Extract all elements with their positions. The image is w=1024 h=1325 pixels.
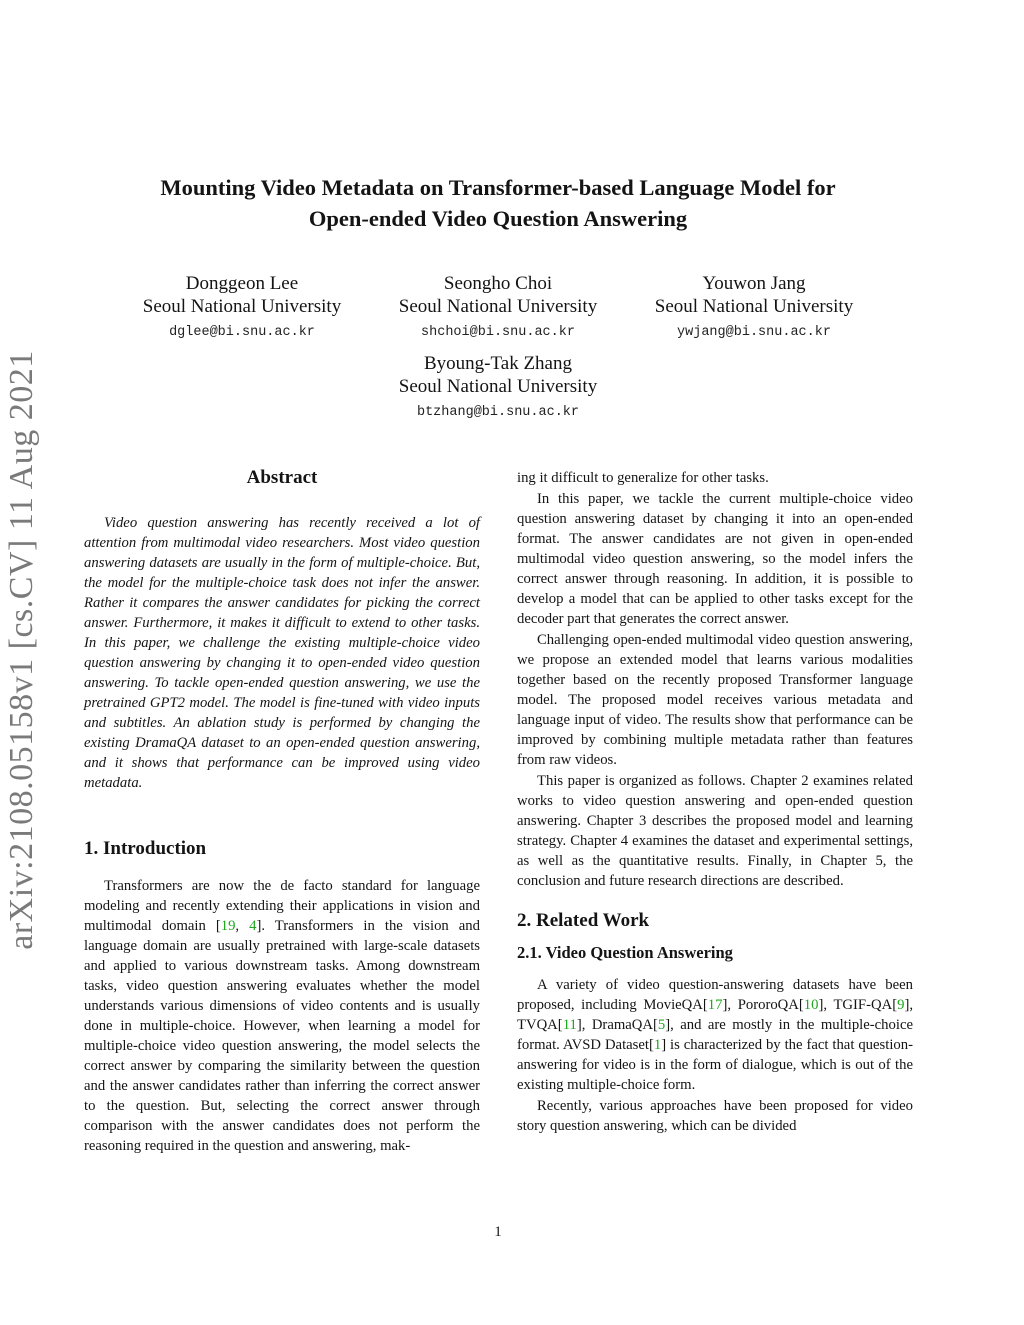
author-name: Youwon Jang — [702, 273, 806, 294]
arxiv-identifier-stamp: arXiv:2108.05158v1 [cs.CV] 11 Aug 2021 — [3, 350, 40, 950]
paper-title — [100, 172, 896, 234]
author-block-3 — [624, 272, 884, 342]
author-institution: Seoul National University — [142, 296, 342, 317]
citation-link[interactable]: 19 — [220, 918, 236, 934]
author-email: shchoi@bi.snu.ac.kr — [421, 325, 575, 340]
intro-heading: 1. Introduction — [84, 838, 207, 859]
author-name: Seongho Choi — [443, 273, 553, 294]
abstract-heading: Abstract — [246, 467, 318, 488]
abstract-text: Video question answering has recently received a lot of attention from multimodal video researchers. Most video question answering datasets are usually in the form of multiple-choice. But, the model for the multiple-choice task does not infer the answer. Rather it compares the answer candidates for picking the correct answer. Furthermore, it makes it difficult to extend to other tasks. In this paper, we challenge the existing multiple-choice video question answering by changing it to open-ended video question answering. To tackle open-ended question answering, we use the pretrained GPT2 model. The model is fine-tuned with video inputs and subtitles. An ablation study is performed by changing the existing DramaQA dataset to an open-ended question answering, and it shows that performance can be improved using video metadata. — [84, 515, 480, 791]
intro-paragraph: In this paper, we tackle the current multiple-choice video question answering dataset by changing it into an open-ended format. The answer candidates are not given in open-ended multimodal video question answering, so the model infers the correct answer through reasoning. In addition, it is possible to develop a model that can be applied to other tasks except for the decoder part that generates the correct answer. — [517, 491, 913, 627]
intro-paragraph: This paper is organized as follows. Chapter 2 examines related works to video question answering and open-ended question answering. Chapter 3 describes the proposed model and learning strategy. Chapter 4 examines the dataset and experimental settings, as well as the quantitative results. Finally, in Chapter 5, the conclusion and future research directions are described. — [517, 773, 913, 889]
citation-link[interactable]: 10 — [803, 997, 819, 1013]
right-column — [517, 468, 913, 1136]
author-email: btzhang@bi.snu.ac.kr — [416, 405, 580, 420]
left-column — [84, 466, 480, 1156]
related-work-heading: 2. Related Work — [517, 910, 650, 931]
intro-body — [84, 876, 480, 1156]
author-name: Donggeon Lee — [185, 273, 299, 294]
citation-link[interactable]: 1 — [653, 1037, 662, 1053]
title-line-2: Open-ended Video Question Answering — [308, 206, 688, 231]
author-block-1 — [112, 272, 372, 342]
intro-paragraph-cont: ing it difficult to generalize for other tasks. — [517, 470, 769, 486]
author-email: ywjang@bi.snu.ac.kr — [677, 325, 831, 340]
related-paragraph: A variety of video question-answering datasets have been proposed, including MovieQA[17], PororoQA[10], TGIF-QA[9], TVQA[11], DramaQA[5], and are mostly in the multiple-choice format. AVSD Dataset[1] is characterized by the fact that question-answering for video is in the form of dialogue, which is out of the existing multiple-choice form. — [517, 977, 914, 1093]
page-number: 1 — [494, 1224, 502, 1240]
intro-continued — [517, 468, 913, 891]
citation-link[interactable]: 9 — [897, 997, 905, 1013]
author-institution: Seoul National University — [654, 296, 854, 317]
citation-link[interactable]: 11 — [562, 1017, 577, 1033]
intro-paragraph: Challenging open-ended multimodal video question answering, we propose an extended model that learns various modalities together based on the recently proposed Transformer language model. The proposed model receives various metadata and language input of video. The results show that performance can be improved by combining multiple metadata rather than features from raw videos. — [517, 632, 913, 768]
author-institution: Seoul National University — [398, 376, 598, 397]
author-name: Byoung-Tak Zhang — [423, 353, 572, 374]
citation-link[interactable]: 5 — [657, 1017, 666, 1033]
related-paragraph: Recently, various approaches have been proposed for video story question answering, which can be divided — [517, 1098, 913, 1134]
abstract-body — [84, 513, 480, 793]
video-qa-subheading: 2.1. Video Question Answering — [517, 943, 733, 962]
citation-link[interactable]: 4 — [249, 918, 257, 934]
related-body — [517, 975, 913, 1136]
author-email: dglee@bi.snu.ac.kr — [169, 325, 315, 340]
title-line-1: Mounting Video Metadata on Transformer-based Language Model for — [160, 175, 836, 200]
author-block-4 — [368, 352, 628, 422]
intro-paragraph: Transformers are now the de facto standard for language modeling and recently extending their applications in vision and multimodal domain [19, 4]. Transformers in the vision and language domain are usually pretrained with large-scale datasets and applied to various downstream tasks. Among downstream tasks, video question answering evaluates whether the model understands various dimensions of video contents and is usually done in multiple-choice. However, when learning a model for multiple-choice video question answering, the model selects the correct answer by comparing the similarity between the question and the answer candidates rather than inferring the correct answer to the question. But, selecting the correct answer through comparison with the answer candidates does not perform the reasoning required in the question and answering, mak- — [84, 878, 480, 1154]
citation-link[interactable]: 17 — [707, 997, 723, 1013]
author-block-2 — [368, 272, 628, 342]
author-institution: Seoul National University — [398, 296, 598, 317]
